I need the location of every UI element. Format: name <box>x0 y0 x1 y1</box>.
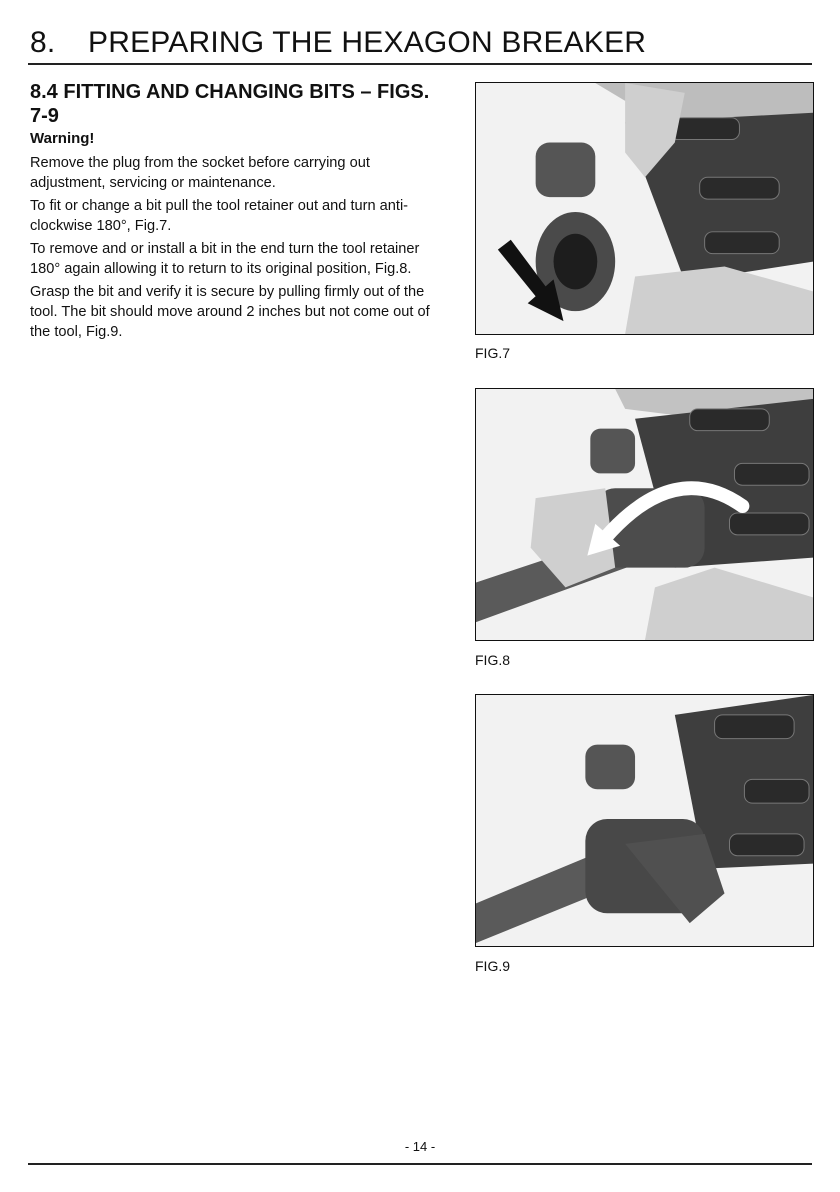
footer-rule <box>28 1163 812 1165</box>
figure-7-caption: FIG.7 <box>475 345 511 361</box>
paragraph-fit-bit: To fit or change a bit pull the tool retainer out and turn anti-clockwise 180°, Fig.7. <box>30 198 409 234</box>
chapter-number: 8. <box>30 26 56 59</box>
paragraph-verify-bit: Grasp the bit and verify it is secure by pulling firmly out of the tool. The bit should move around 2 inches but not come out of the tool, Fig.9. <box>30 284 430 340</box>
figure-8-photo <box>475 388 814 641</box>
figure-9-caption: FIG.9 <box>475 958 511 974</box>
figure-7-photo <box>475 82 814 335</box>
section-heading: 8.4 FITTING AND CHANGING BITS – FIGS. 7-9 <box>30 81 430 127</box>
paragraph-remove-bit: To remove and or install a bit in the end turn the tool retainer 180° again allowing it to return to its original position, Fig.8. <box>30 241 420 277</box>
warning-label: Warning! <box>30 130 95 147</box>
chapter-title-text: PREPARING THE HEXAGON BREAKER <box>88 26 647 59</box>
figure-9-photo <box>475 694 814 947</box>
body-text <box>30 153 445 345</box>
chapter-title <box>30 26 820 60</box>
paragraph-plug: Remove the plug from the socket before carrying out adjustment, servicing or maintenance. <box>30 155 370 191</box>
page-number: - 14 - <box>404 1139 436 1154</box>
figure-8-caption: FIG.8 <box>475 652 511 668</box>
header-rule <box>28 63 812 65</box>
